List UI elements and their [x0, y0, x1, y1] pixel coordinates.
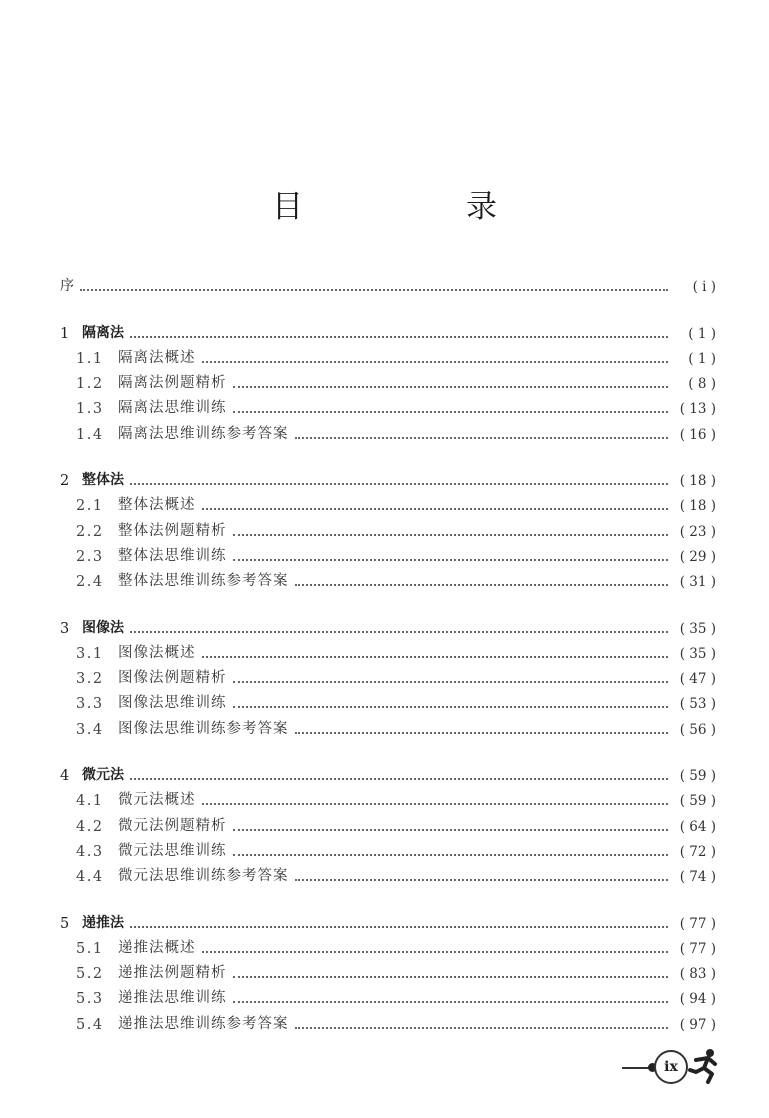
- toc-entry-title: 微元法: [82, 767, 124, 784]
- toc-entry-section[interactable]: [60, 809, 716, 834]
- toc-entry-title: 递推法概述: [118, 939, 196, 956]
- toc-entry-section[interactable]: [60, 489, 716, 514]
- toc-entry-title: 递推法思维训练: [118, 990, 227, 1007]
- toc-page-number: ( 47 ): [679, 671, 716, 688]
- toc-entry-section[interactable]: [60, 835, 716, 860]
- dot-leader: [202, 793, 669, 805]
- dot-leader: [233, 671, 669, 683]
- dot-leader: [233, 524, 669, 536]
- toc-entry-title: 隔离法: [82, 324, 124, 341]
- dot-leader: [130, 326, 668, 338]
- toc-entry-title: 序: [60, 278, 74, 295]
- toc-page-number: ( 94 ): [679, 991, 716, 1008]
- toc-page-number: ( 56 ): [679, 721, 716, 738]
- chapter-list: [60, 295, 716, 1032]
- toc-entry-number: 1.4: [76, 426, 104, 443]
- toc-page-number: ( 23 ): [679, 523, 716, 540]
- toc-page-number: ( 1 ): [688, 325, 716, 342]
- toc-page-number: ( 8 ): [688, 376, 716, 393]
- dot-leader: [295, 427, 669, 439]
- toc-page-number: ( 77 ): [679, 915, 716, 932]
- toc-page-number: ( 77 ): [679, 940, 716, 957]
- toc-entry-title: 微元法概述: [118, 792, 196, 809]
- toc-entry-section[interactable]: [60, 687, 716, 712]
- toc-entry-title: 递推法思维训练参考答案: [118, 1015, 289, 1032]
- toc-page-number: ( 35 ): [679, 620, 716, 637]
- toc-entry-section[interactable]: [60, 662, 716, 687]
- dot-leader: [130, 916, 668, 928]
- toc-entry-title: 图像法思维训练: [118, 695, 227, 712]
- toc-entry-title: 整体法例题精析: [118, 522, 227, 539]
- toc-entry-chapter[interactable]: [60, 906, 716, 931]
- toc-entry-number: 2.2: [76, 523, 104, 540]
- toc-entry-number: 5.3: [76, 991, 104, 1008]
- toc-entry-section[interactable]: [60, 957, 716, 982]
- toc-entry-preface[interactable]: [60, 270, 716, 295]
- toc-page-number: ( 18 ): [679, 498, 716, 515]
- toc-entry-number: 1: [60, 325, 70, 342]
- toc-entry-title: 图像法例题精析: [118, 670, 227, 687]
- toc-entry-section[interactable]: [60, 540, 716, 565]
- toc-entry-title: 隔离法例题精析: [118, 375, 227, 392]
- dot-leader: [202, 498, 669, 510]
- dot-leader: [202, 941, 669, 953]
- toc-page-number: ( 16 ): [679, 426, 716, 443]
- toc-entry-chapter[interactable]: [60, 611, 716, 636]
- toc-entry-number: 1.2: [76, 376, 104, 393]
- toc-entry-number: 5.2: [76, 966, 104, 983]
- toc-entry-number: 5: [60, 915, 70, 932]
- toc-page-number: ( 35 ): [679, 645, 716, 662]
- toc-page-number: ( 97 ): [679, 1016, 716, 1033]
- toc-page-number: ( 83 ): [679, 966, 716, 983]
- dot-leader: [130, 621, 668, 633]
- toc-entry-section[interactable]: [60, 514, 716, 539]
- toc-entry-section[interactable]: [60, 712, 716, 737]
- table-of-contents: [60, 270, 716, 1033]
- toc-entry-number: 4.2: [76, 818, 104, 835]
- toc-page-number: ( 29 ): [679, 548, 716, 565]
- toc-entry-number: 5.1: [76, 940, 104, 957]
- toc-page-number: ( 13 ): [679, 401, 716, 418]
- dot-leader: [80, 279, 668, 291]
- toc-entry-number: 4.1: [76, 793, 104, 810]
- toc-entry-section[interactable]: [60, 784, 716, 809]
- toc-entry-number: 2.4: [76, 574, 104, 591]
- toc-entry-section[interactable]: [60, 932, 716, 957]
- toc-entry-section[interactable]: [60, 637, 716, 662]
- chapter-spacer: [60, 443, 716, 464]
- toc-entry-number: 3.4: [76, 721, 104, 738]
- dot-leader: [202, 351, 669, 363]
- toc-entry-title: 隔离法思维训练参考答案: [118, 425, 289, 442]
- toc-entry-title: 整体法: [82, 472, 124, 489]
- toc-entry-section[interactable]: [60, 565, 716, 590]
- toc-entry-chapter[interactable]: [60, 464, 716, 489]
- toc-entry-section[interactable]: [60, 1007, 716, 1032]
- toc-entry-section[interactable]: [60, 417, 716, 442]
- dot-leader: [295, 574, 669, 586]
- dot-leader: [295, 1017, 669, 1029]
- dot-leader: [130, 473, 668, 485]
- toc-entry-title: 递推法例题精析: [118, 965, 227, 982]
- toc-entry-title: 图像法思维训练参考答案: [118, 720, 289, 737]
- toc-entry-title: 微元法例题精析: [118, 817, 227, 834]
- toc-entry-number: 3.3: [76, 696, 104, 713]
- toc-entry-title: 隔离法思维训练: [118, 400, 227, 417]
- toc-entry-title: 图像法概述: [118, 644, 196, 661]
- dot-leader: [130, 768, 668, 780]
- toc-entry-chapter[interactable]: [60, 316, 716, 341]
- dot-leader: [233, 819, 669, 831]
- dot-leader: [233, 966, 669, 978]
- toc-page-number: ( 31 ): [679, 574, 716, 591]
- toc-entry-number: 3.2: [76, 671, 104, 688]
- toc-entry-title: 微元法思维训练参考答案: [118, 868, 289, 885]
- page-number-badge: ix: [654, 1050, 688, 1084]
- dot-leader: [233, 991, 669, 1003]
- toc-entry-chapter[interactable]: [60, 759, 716, 784]
- toc-page-number: ( 59 ): [679, 793, 716, 810]
- toc-entry-title: 隔离法概述: [118, 349, 196, 366]
- toc-entry-section[interactable]: [60, 367, 716, 392]
- dot-leader: [233, 696, 669, 708]
- toc-entry-number: 3: [60, 620, 70, 637]
- running-figure-icon: [688, 1048, 718, 1084]
- toc-page-number: ( 18 ): [679, 473, 716, 490]
- dot-leader: [233, 401, 669, 413]
- chapter-spacer: [60, 295, 716, 316]
- toc-entry-title: 整体法思维训练: [118, 547, 227, 564]
- toc-entry-section[interactable]: [60, 392, 716, 417]
- toc-entry-number: 2.3: [76, 548, 104, 565]
- toc-entry-number: 2: [60, 473, 70, 490]
- toc-page-number: ( 74 ): [679, 869, 716, 886]
- toc-page-number: ( 59 ): [679, 768, 716, 785]
- dot-leader: [295, 722, 669, 734]
- page-title: 目 录: [272, 188, 563, 225]
- dot-leader: [233, 549, 669, 561]
- toc-page-number: ( 53 ): [679, 696, 716, 713]
- toc-entry-number: 4.4: [76, 869, 104, 886]
- toc-entry-section[interactable]: [60, 860, 716, 885]
- toc-entry-number: 4: [60, 768, 70, 785]
- toc-page-number: ( 72 ): [679, 843, 716, 860]
- toc-entry-section[interactable]: [60, 982, 716, 1007]
- dot-leader: [233, 376, 669, 388]
- toc-entry-number: 4.3: [76, 843, 104, 860]
- toc-entry-number: 1.1: [76, 350, 104, 367]
- chapter-spacer: [60, 885, 716, 906]
- dot-leader: [233, 844, 669, 856]
- toc-entry-title: 图像法: [82, 619, 124, 636]
- page-footer: [622, 1048, 722, 1084]
- toc-entry-number: 3.1: [76, 645, 104, 662]
- toc-entry-title: 整体法思维训练参考答案: [118, 573, 289, 590]
- dot-leader: [202, 646, 669, 658]
- toc-page-number: ( 64 ): [679, 818, 716, 835]
- toc-entry-title: 微元法思维训练: [118, 842, 227, 859]
- chapter-spacer: [60, 738, 716, 759]
- toc-entry-section[interactable]: [60, 342, 716, 367]
- toc-entry-title: 递推法: [82, 914, 124, 931]
- toc-entry-number: 5.4: [76, 1016, 104, 1033]
- toc-entry-title: 整体法概述: [118, 497, 196, 514]
- toc-entry-number: 2.1: [76, 498, 104, 515]
- toc-page-number: ( 1 ): [688, 350, 716, 367]
- toc-entry-number: 1.3: [76, 401, 104, 418]
- toc-page-number: ( i ): [692, 279, 716, 296]
- dot-leader: [295, 869, 669, 881]
- chapter-spacer: [60, 590, 716, 611]
